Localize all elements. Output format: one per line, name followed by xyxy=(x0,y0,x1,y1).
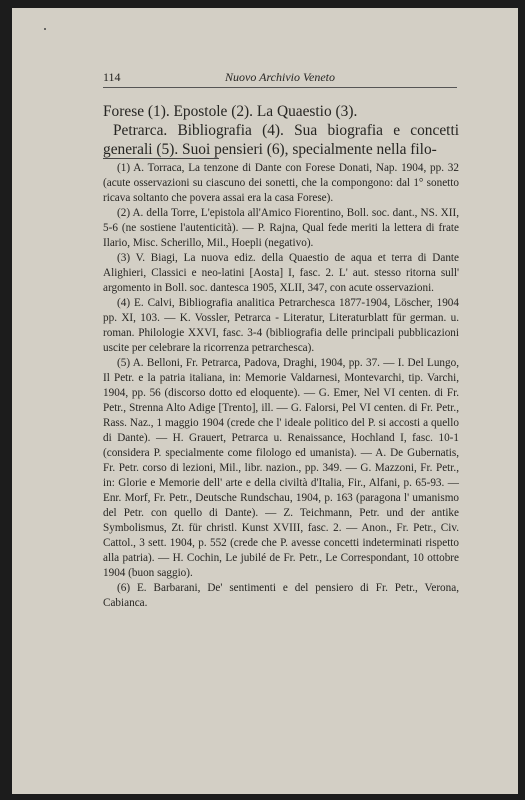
running-title: Nuovo Archivio Veneto xyxy=(225,70,335,84)
page-speck xyxy=(44,28,46,30)
footnote-6: (6) E. Barbarani, De' sentimenti e del pensiero di Fr. Petr., Verona, Cabianca. xyxy=(103,582,459,609)
body-line-2: Petrarca. Bibliografia (4). Sua biografia e concetti generali (5). Suoi pensieri (6), specialmente nella filo- xyxy=(103,122,459,158)
book-page xyxy=(12,8,518,794)
footnotes xyxy=(103,161,459,611)
footnote-rule xyxy=(103,158,219,159)
footnote-2: (2) A. della Torre, L'epistola all'Amico Fiorentino, Boll. soc. dant., NS. XII, 5-6 (ne sostiene l'autenticità). — P. Rajna, Qual fede meriti la lettera di frate Ilario, Misc. Scherillo, Mil., Hoepli (negativo). xyxy=(103,207,459,249)
page-number: 114 xyxy=(103,70,121,84)
footnote-1: (1) A. Torraca, La tenzone di Dante con Forese Donati, Nap. 1904, pp. 32 (acute osservazioni su ciascuno dei sonetti, che la compongono: dal 1° sonetto ricava soltanto che povera assai era la casa Forese). xyxy=(103,162,459,204)
body-line-1: Forese (1). Epostole (2). La Quaestio (3). xyxy=(103,103,358,120)
footnote-4: (4) E. Calvi, Bibliografia analitica Petrarchesca 1877-1904, Löscher, 1904 pp. XI, 103. — K. Vossler, Petrarca - Literatur, Literaturblatt für german. u. roman. Philologie XXVI, fasc. 3-4 (bibliografia delle principali pubblicazioni uscite per celebrare la ricorrenza petrarchesca). xyxy=(103,297,459,354)
footnote-3: (3) V. Biagi, La nuova ediz. della Quaestio de aqua et terra di Dante Alighieri, Classici e neo-latini [Aosta] I, fasc. 2. L' aut. stesso ritorna sull' argomento in Boll. soc. dantesca 1905, XLII, 347, con acute osservazioni. xyxy=(103,252,459,294)
body-text xyxy=(103,102,459,159)
footnote-5: (5) A. Belloni, Fr. Petrarca, Padova, Draghi, 1904, pp. 37. — I. Del Lungo, Il Petr. e la patria italiana, in: Memorie Valdarnesi, Montevarchi, tip. Varchi, 1904, pp. 56 (discorso dotto ed eloquente). — G. Emer, Nel VI centen. di Fr. Petr., Strenna Alto Adige [Trento], ill. — G. Falorsi, Pel VI centen. di Fr. Petr., Rass. Naz., 1 maggio 1904 (crede che l' ideale politico del P. si accosti a quello di Dante). — H. Grauert, Petrarca u. Renaissance, Hochland I, fasc. 10-1 (considera P. specialmente come filologo ed umanista). — A. De Gubernatis, Fr. Petr. corso di lezioni, Mil., libr. nazion., pp. 349. — G. Mazzoni, Fr. Petr., in: Glorie e Memorie dell' arte e della civiltà d'Italia, Fir., Alfani, p. 65-93. — Enr. Morf, Fr. Petr., Deutsche Rundschau, 1904, p. 163 (paragona l' umanismo del Petr. con quello di Dante). — Z. Teichmann, Petr. und der antike Symbolismus, Zt. für christl. Kunst XVIII, fasc. 2. — Anon., Fr. Petr., Civ. Cattol., 3 sett. 1904, p. 552 (crede che P. avesse concetti indeterminati rispetto alla patria). — H. Cochin, Le jubilé de Fr. Petr., Le Correspondant, 10 ottobre 1904 (buon saggio). xyxy=(103,357,459,579)
page-header xyxy=(103,70,457,88)
